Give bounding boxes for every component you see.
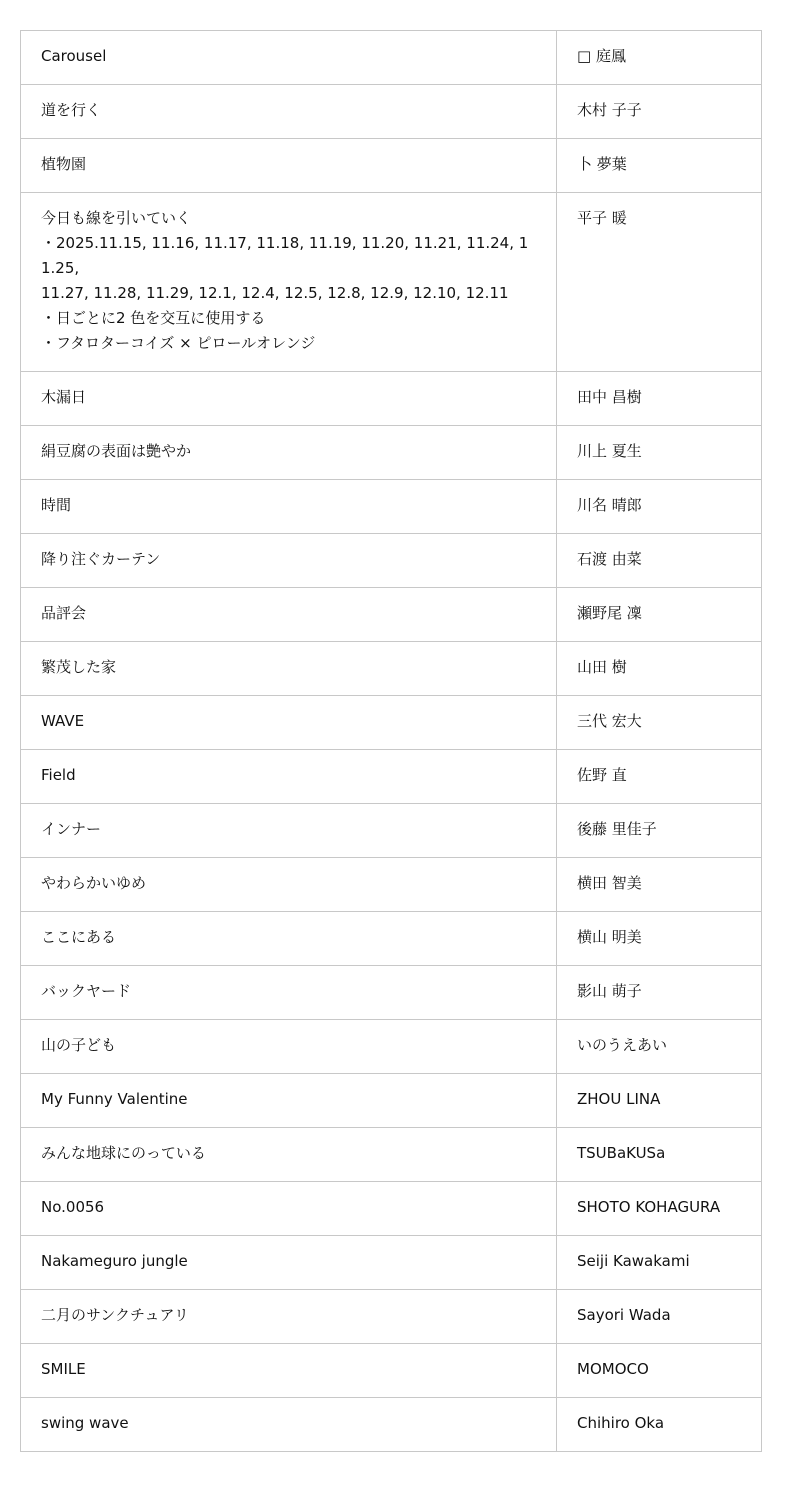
- work-title: My Funny Valentine: [21, 1074, 557, 1128]
- work-title: 今日も線を引いていく ・2025.11.15, 11.16, 11.17, 11.18, 11.19, 11.20, 11.21, 11.24, 11.25, 11.27, 11.28, 11.29, 12.1, 12.4, 12.5, 12.8, 12.9, 12.10, 12.11 ・日ごとに2 色を交互に使用する ・フタロターコイズ × ピロールオレンジ: [21, 193, 557, 372]
- artist-name: ZHOU LINA: [557, 1074, 762, 1128]
- work-title: 絹豆腐の表面は艶やか: [21, 426, 557, 480]
- work-title: 時間: [21, 480, 557, 534]
- artist-name: 平子 暖: [557, 193, 762, 372]
- table-row: [21, 1074, 762, 1128]
- work-title: No.0056: [21, 1182, 557, 1236]
- table-row: [21, 1182, 762, 1236]
- artist-name: Chihiro Oka: [557, 1398, 762, 1452]
- artist-name: 卜 夢葉: [557, 139, 762, 193]
- table-row: [21, 1344, 762, 1398]
- work-title: SMILE: [21, 1344, 557, 1398]
- work-title: 繁茂した家: [21, 642, 557, 696]
- artist-name: MOMOCO: [557, 1344, 762, 1398]
- table-row: [21, 31, 762, 85]
- table-row: [21, 642, 762, 696]
- table-row: [21, 534, 762, 588]
- table-row: [21, 480, 762, 534]
- table-row: [21, 372, 762, 426]
- artist-name: 山田 樹: [557, 642, 762, 696]
- work-title: 二月のサンクチュアリ: [21, 1290, 557, 1344]
- table-row: [21, 1020, 762, 1074]
- table-row: [21, 966, 762, 1020]
- work-title: Nakameguro jungle: [21, 1236, 557, 1290]
- work-title: インナー: [21, 804, 557, 858]
- table-row: [21, 85, 762, 139]
- table-row: [21, 588, 762, 642]
- artist-name: 横山 明美: [557, 912, 762, 966]
- artist-name: 瀬野尾 凜: [557, 588, 762, 642]
- table-row: [21, 1398, 762, 1452]
- work-title: WAVE: [21, 696, 557, 750]
- work-title: swing wave: [21, 1398, 557, 1452]
- table-row: [21, 1236, 762, 1290]
- table-row: [21, 858, 762, 912]
- work-title: 道を行く: [21, 85, 557, 139]
- table-row: [21, 1128, 762, 1182]
- table-row: [21, 912, 762, 966]
- artist-name: Sayori Wada: [557, 1290, 762, 1344]
- work-title: 品評会: [21, 588, 557, 642]
- table-row: [21, 750, 762, 804]
- works-table: [20, 30, 762, 1452]
- work-title: ここにある: [21, 912, 557, 966]
- artist-name: いのうえあい: [557, 1020, 762, 1074]
- work-title: 山の子ども: [21, 1020, 557, 1074]
- artist-name: 川上 夏生: [557, 426, 762, 480]
- artist-name: 石渡 由菜: [557, 534, 762, 588]
- work-title: 木漏日: [21, 372, 557, 426]
- work-title: 降り注ぐカーテン: [21, 534, 557, 588]
- artist-name: 川名 晴郎: [557, 480, 762, 534]
- work-title: みんな地球にのっている: [21, 1128, 557, 1182]
- table-row: [21, 426, 762, 480]
- work-title: 植物園: [21, 139, 557, 193]
- table-row: [21, 193, 762, 372]
- artist-name: SHOTO KOHAGURA: [557, 1182, 762, 1236]
- artist-name: □ 庭鳳: [557, 31, 762, 85]
- artist-name: 三代 宏大: [557, 696, 762, 750]
- work-title: Carousel: [21, 31, 557, 85]
- work-title: やわらかいゆめ: [21, 858, 557, 912]
- work-title: Field: [21, 750, 557, 804]
- table-row: [21, 804, 762, 858]
- artist-name: 田中 昌樹: [557, 372, 762, 426]
- table-row: [21, 1290, 762, 1344]
- artist-name: 木村 子子: [557, 85, 762, 139]
- artist-name: TSUBaKUSa: [557, 1128, 762, 1182]
- work-title: バックヤード: [21, 966, 557, 1020]
- works-table-body: [21, 31, 762, 1452]
- artist-name: 佐野 直: [557, 750, 762, 804]
- artist-name: 影山 萌子: [557, 966, 762, 1020]
- table-row: [21, 139, 762, 193]
- table-row: [21, 696, 762, 750]
- artist-name: 横田 智美: [557, 858, 762, 912]
- artist-name: 後藤 里佳子: [557, 804, 762, 858]
- artist-name: Seiji Kawakami: [557, 1236, 762, 1290]
